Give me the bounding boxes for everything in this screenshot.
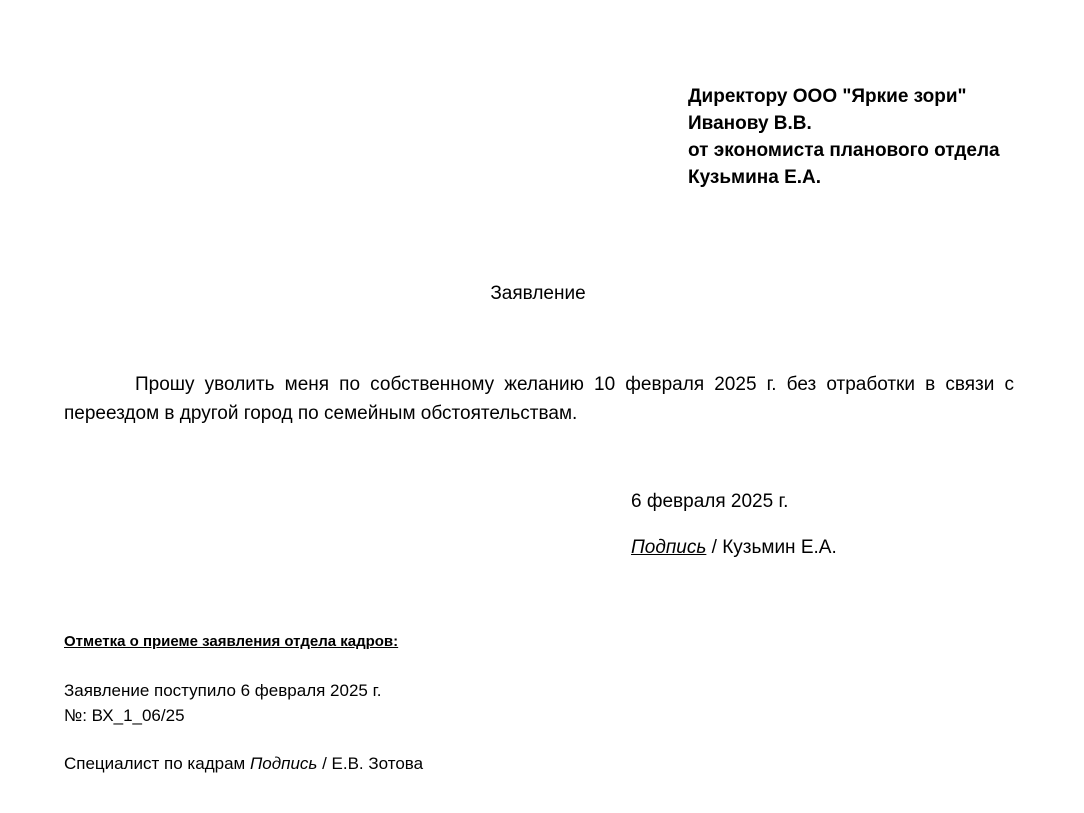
signature-separator: / [706, 537, 723, 558]
addressee-line-director: Директору ООО "Яркие зори" [688, 86, 967, 107]
hr-registration-number: №: ВХ_1_06/25 [64, 706, 185, 725]
addressee-block [688, 83, 1000, 191]
applicant-signature-line [631, 535, 837, 561]
hr-specialist-signature: Подпись [249, 754, 318, 773]
signature-name: Кузьмин Е.А. [722, 537, 837, 558]
application-body: Прошу уволить меня по собственному желанию 10 февраля 2025 г. без отработки в связи с переездом в другой город по семейным обстоятельствам. [64, 374, 1014, 424]
hr-mark-title: Отметка о приеме заявления отдела кадров: [64, 633, 399, 650]
hr-specialist-prefix: Специалист по кадрам [64, 754, 250, 773]
hr-specialist-name: Е.В. Зотова [331, 754, 424, 773]
addressee-line-applicant: Кузьмина Е.А. [688, 167, 822, 188]
hr-specialist-line [64, 752, 423, 776]
addressee-line-name: Иванову В.В. [688, 113, 812, 134]
addressee-line-from: от экономиста планового отдела [688, 140, 1000, 161]
signature-word: Подпись [631, 537, 707, 558]
hr-received-line: Заявление поступило 6 февраля 2025 г. [64, 681, 382, 700]
document-title: Заявление [490, 283, 586, 304]
hr-specialist-separator: / [317, 754, 332, 773]
application-date: 6 февраля 2025 г. [631, 491, 789, 512]
